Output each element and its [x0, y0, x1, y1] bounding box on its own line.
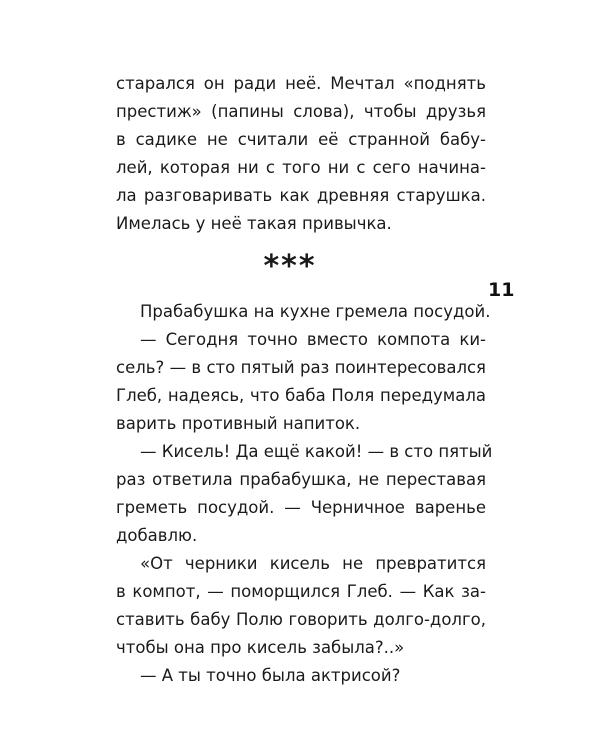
text-line: сель? — в сто пятый раз поинтересовался — [116, 358, 486, 377]
text-line: Глеб, надеясь, что баба Поля передумала — [116, 386, 486, 405]
text-line: Прабабушка на кухне гремела посудой. — [140, 302, 491, 321]
text-line: старался он ради неё. Мечтал «поднять — [116, 74, 486, 93]
text-line: Имелась у неё такая привычка. — [116, 214, 392, 233]
text-line: варить противный напиток. — [116, 414, 361, 433]
text-line: — Кисель! Да ещё какой! — в сто пятый — [140, 442, 493, 461]
text-line: ла разговаривать как древняя старушка. — [116, 186, 486, 205]
scene-separator: *** — [263, 249, 317, 284]
text-line: раз ответила прабабушка, не переставая — [116, 470, 486, 489]
text-line: «От черники кисель не превратится — [140, 554, 486, 573]
text-line: в компот, — поморщился Глеб. — Как за- — [116, 582, 486, 601]
text-line: — Сегодня точно вместо компота ки- — [140, 330, 486, 349]
page-number: 11 — [488, 279, 515, 301]
text-line: ставить бабу Полю говорить долго-долго, — [116, 610, 486, 629]
text-line: чтобы она про кисель забыла?..» — [116, 638, 405, 657]
text-line: лей, которая ни с того ни с сего начина- — [116, 158, 486, 177]
text-line: греметь посудой. — Черничное варенье — [116, 498, 486, 517]
text-line: в садике не считали её странной бабу- — [116, 130, 486, 149]
text-line: — А ты точно была актрисой? — [140, 666, 401, 685]
text-line: добавлю. — [116, 526, 198, 545]
text-line: престиж» (папины слова), чтобы друзья — [116, 102, 486, 121]
